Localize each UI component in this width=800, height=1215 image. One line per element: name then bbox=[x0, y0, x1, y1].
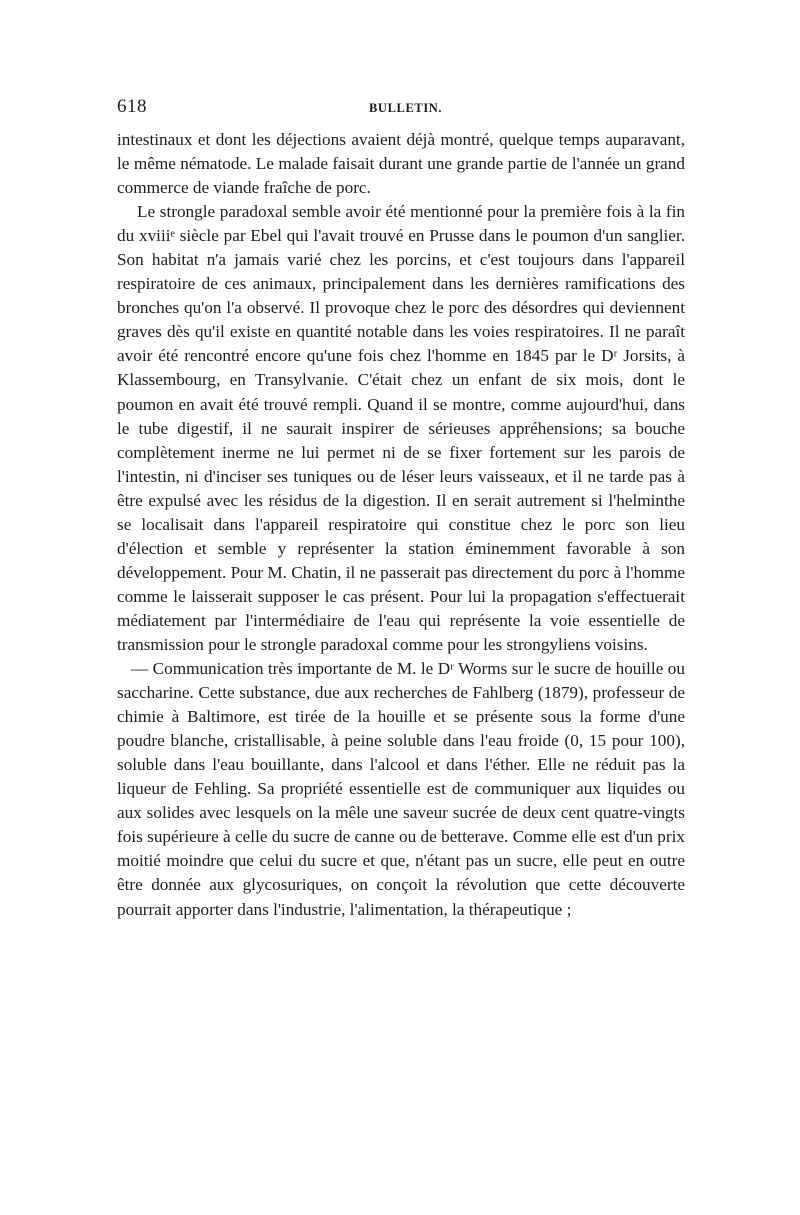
paragraph-saccharine: — Communication très importante de M. le Dʳ Worms sur le sucre de houille ou saccharine. Cette substance, due aux recherches de Fahlberg (1879), professeur de chimie à Baltimore, est tirée de la houille et se présente sous la forme d'une poudre blanche, cristallisable, à peine soluble dans l'eau froide (0, 15 pour 100), soluble dans l'eau bouillante, dans l'alcool et dans l'éther. Elle ne réduit pas la liqueur de Fehling. Sa propriété essentielle est de communiquer aux liquides ou aux solides avec lesquels on la mêle une saveur sucrée de deux cent quatre-vingts fois supérieure à celle du sucre de canne ou de betterave. Comme elle est d'un prix moitié moindre que celui du sucre et que, n'étant pas un sucre, elle peut en outre être donnée aux glycosuriques, on conçoit la révolution que cette découverte pourrait apporter dans l'industrie, l'alimentation, la thérapeutique ; bbox=[117, 659, 685, 919]
running-head: BULLETIN. bbox=[369, 101, 443, 115]
paragraph-strongle-paradoxal: Le strongle paradoxal semble avoir été mentionné pour la première fois à la fin du xviiiᵉ siècle par Ebel qui l'avait trouvé en Prusse dans le poumon d'un sanglier. Son habitat n'a jamais varié chez les porcins, et c'est toujours dans l'appareil respiratoire de ces animaux, principalement dans les dernières ramifications des bronches qu'on l'a observé. Il provoque chez le porc des désordres qui deviennent graves dès qu'il existe en quantité notable dans les voies respiratoires. Il ne paraît avoir été rencontré encore qu'une fois chez l'homme en 1845 par le Dʳ Jorsits, à Klassembourg, en Transylvanie. C'était chez un enfant de six mois, dont le poumon en avait été trouvé rempli. Quand il se montre, comme aujourd'hui, dans le tube digestif, il ne saurait inspirer de sérieuses appréhensions; sa bouche complètement inerme ne lui permet ni de se fixer fortement sur les parois de l'intestin, ni d'inciser ses tuniques ou de léser leurs vaisseaux, et il ne tarde pas à être expulsé avec les résidus de la digestion. Il en serait autrement si l'helminthe se localisait dans l'appareil respiratoire qui constitue chez le porc son lieu d'élection et semble y représenter la station éminemment favorable à son développement. Pour M. Chatin, il ne passerait pas directement du porc à l'homme comme le laisserait supposer le cas présent. Pour lui la propagation s'effectuerait médiatement par l'intermédiaire de l'eau qui représente la voie essentielle de transmission pour le strongle paradoxal comme pour les strongyliens voisins. bbox=[117, 202, 685, 654]
paragraph-continuation: intestinaux et dont les déjections avaient déjà montré, quelque temps auparavant, le même nématode. Le malade faisait durant une grande partie de l'année un grand commerce de viande fraîche de porc. bbox=[117, 130, 685, 198]
body-text bbox=[117, 128, 685, 922]
book-page bbox=[117, 96, 685, 922]
page-number: 618 bbox=[117, 96, 147, 117]
page-header bbox=[117, 96, 685, 128]
